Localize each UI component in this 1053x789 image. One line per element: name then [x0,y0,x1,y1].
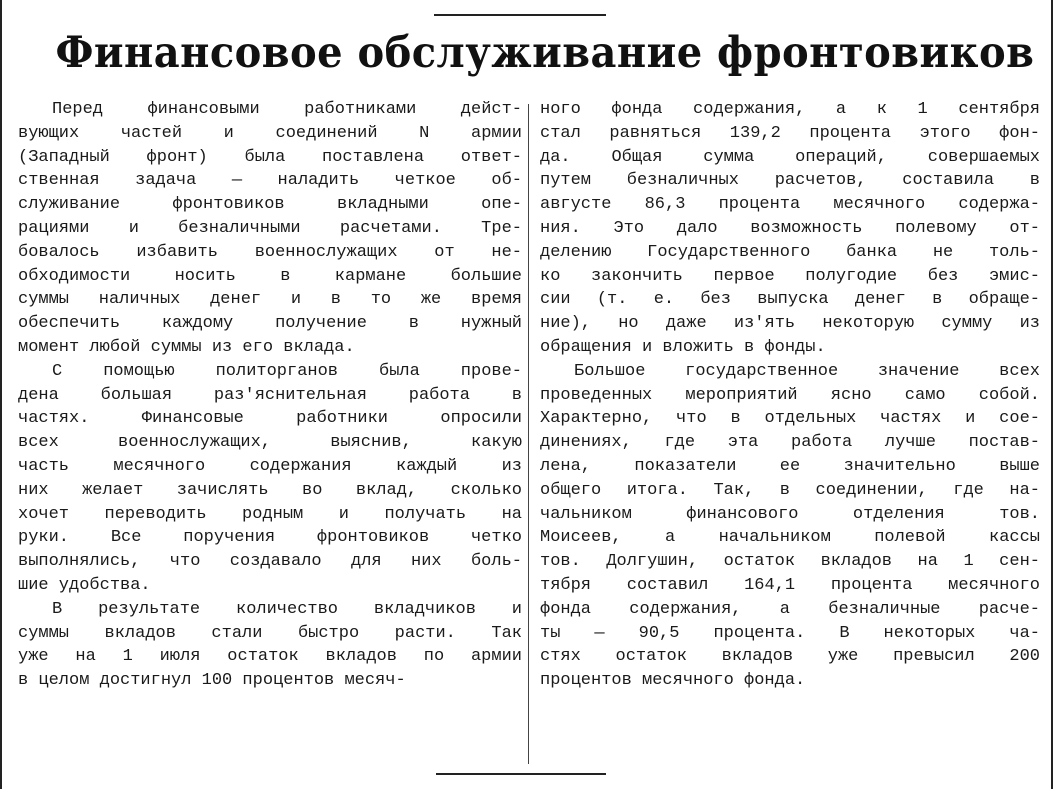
page-edge-left [0,0,2,789]
text-line: тов. Долгушин, остаток вкладов на 1 сен- [540,552,1040,572]
text-line: Большое государственное значение всех [574,361,1040,381]
text-line: суммы вкладов стали быстро расти. Так [18,623,522,643]
text-line: проведенных мероприятий ясно само собой. [540,385,1040,405]
text-line: выполнялись, что создавало для них боль- [18,552,522,572]
text-line: ние), но даже из'ять некоторую сумму из [540,314,1040,334]
text-line: шие удобства. [18,575,151,595]
text-line: дена большая раз'яснительная работа в [18,385,522,405]
text-line: общего итога. Так, в соединении, где на- [540,480,1040,500]
text-line: вующих частей и соединений N армии [18,123,522,143]
text-line: бовалось избавить военнослужащих от не- [18,242,522,262]
text-line: уже на 1 июля остаток вкладов по армии [18,647,522,667]
column-divider [528,104,529,764]
article-headline: Финансовое обслуживание фронтовиков [55,28,1035,78]
text-line: частях. Финансовые работники опросили [18,409,522,429]
text-line: момент любой суммы из его вклада. [18,337,355,357]
text-line: ственная задача — наладить четкое об- [18,171,522,191]
text-line: С помощью политорганов была прове- [52,361,522,381]
text-line: обходимости носить в кармане большие [18,266,522,286]
bottom-rule [436,773,606,775]
text-line: рациями и безналичными расчетами. Тре- [18,218,522,238]
text-line: В результате количество вкладчиков и [52,599,522,619]
text-line: лена, показатели ее значительно выше [540,456,1040,476]
text-line: обращения и вложить в фонды. [540,337,826,357]
text-line: делению Государственного банка не толь- [540,242,1040,262]
text-line: в целом достигнул 100 процентов месяч- [18,671,406,691]
right-column [540,98,1040,693]
text-line: ко закончить первое полугодие без эмис- [540,266,1040,286]
text-line: чальником финансового отделения тов. [540,504,1040,524]
text-line: часть месячного содержания каждый из [18,456,522,476]
text-line: путем безналичных расчетов, составила в [540,171,1040,191]
text-line: сии (т. е. без выпуска денег в обраще- [540,290,1040,310]
text-line: них желает зачислять во вклад, сколько [18,480,522,500]
text-line: (Западный фронт) была поставлена ответ- [18,147,522,167]
article-paragraph [18,360,522,598]
text-line: ния. Это дало возможность полевому от- [540,218,1040,238]
text-line: всех военнослужащих, выяснив, какую [18,433,522,453]
text-line: ного фонда содержания, а к 1 сентября [540,100,1040,119]
text-line: руки. Все поручения фронтовиков четко [18,528,522,548]
text-line: августе 86,3 процента месячного содержа- [540,195,1040,215]
article-paragraph [18,98,522,360]
text-line: обеспечить каждому получение в нужный [18,314,522,334]
text-line: хочет переводить родным и получать на [18,504,522,524]
text-line: динениях, где эта работа лучше постав- [540,433,1040,453]
top-rule [434,14,606,16]
text-line: Перед финансовыми работниками дейст- [52,100,522,119]
text-line: да. Общая сумма операций, совершаемых [540,147,1040,167]
text-line: служивание фронтовиков вкладными опе- [18,195,522,215]
text-line: процентов месячного фонда. [540,671,806,691]
text-line: Характерно, что в отдельных частях и сое- [540,409,1040,429]
text-line: стях остаток вкладов уже превысил 200 [540,647,1040,667]
text-line: фонда содержания, а безналичные расче- [540,599,1040,619]
text-line: стал равняться 139,2 процента этого фон- [540,123,1040,143]
article-paragraph [540,98,1040,360]
article-paragraph [540,360,1040,693]
article-paragraph [18,598,522,693]
text-line: суммы наличных денег и в то же время [18,290,522,310]
text-line: Моисеев, а начальником полевой кассы [540,528,1040,548]
text-line: тября составил 164,1 процента месячного [540,575,1040,595]
left-column [18,98,522,693]
text-line: ты — 90,5 процента. В некоторых ча- [540,623,1040,643]
